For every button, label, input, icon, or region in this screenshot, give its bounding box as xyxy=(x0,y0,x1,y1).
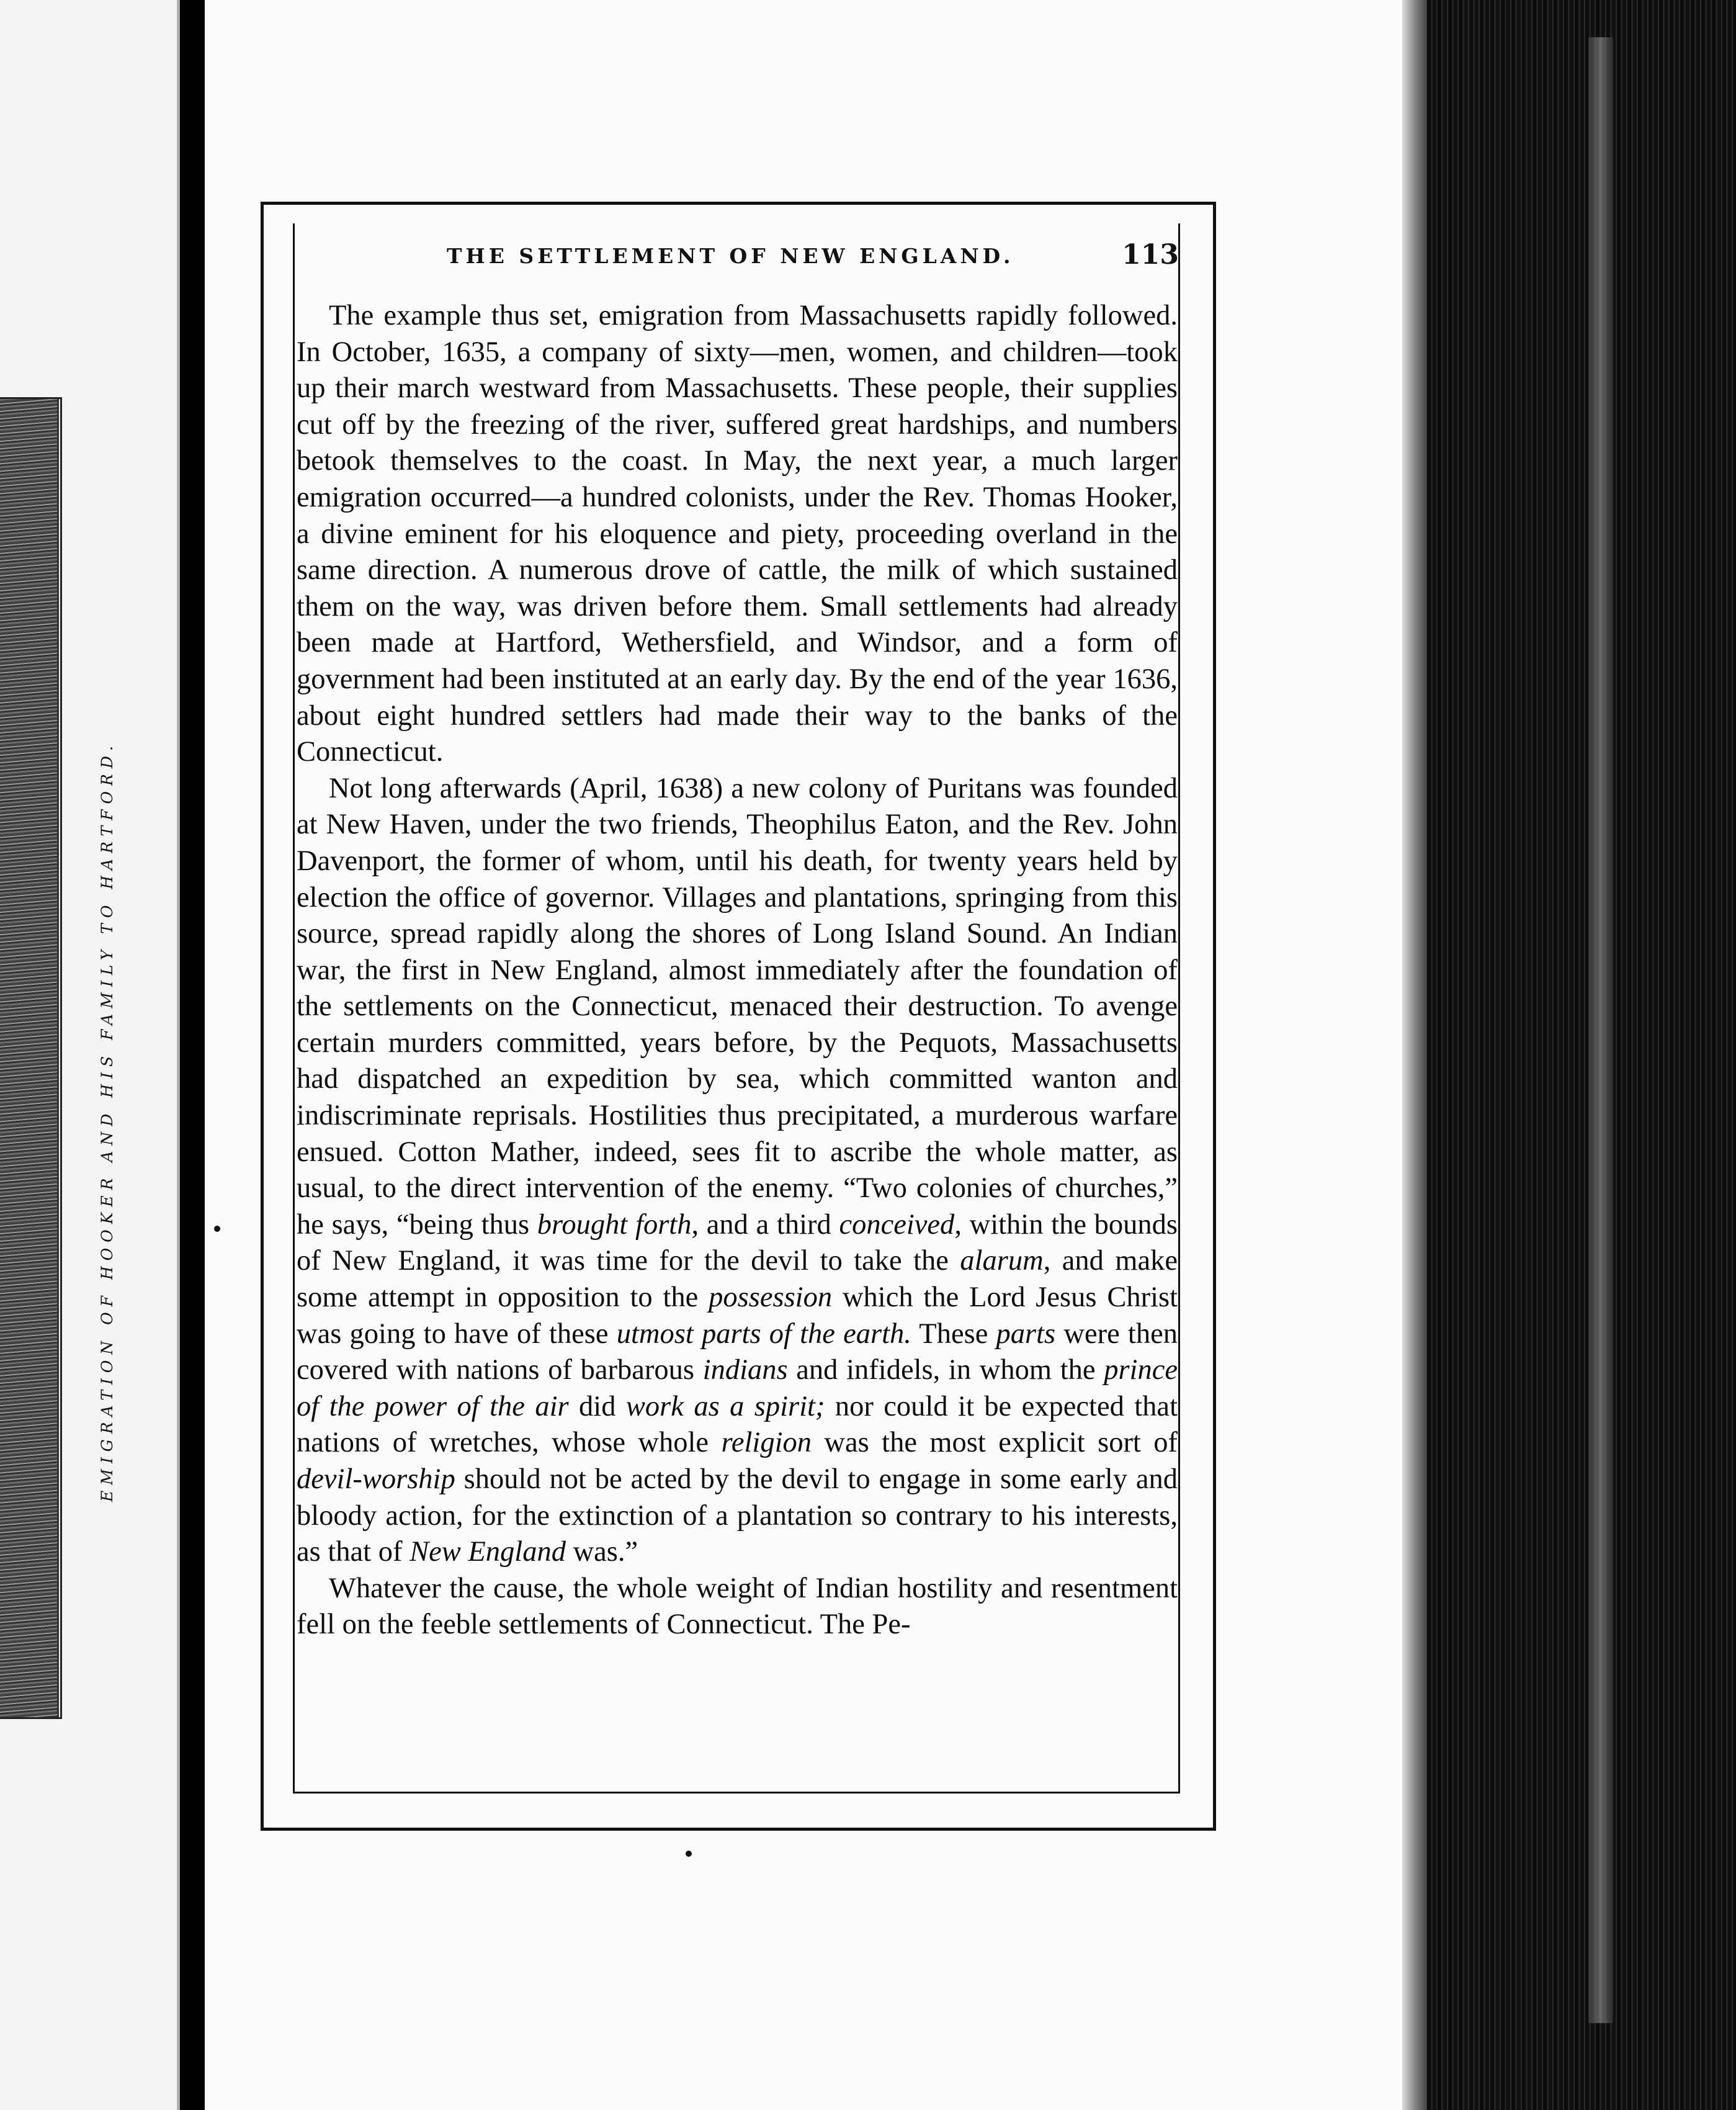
text-run: These xyxy=(911,1318,996,1350)
running-head-title: THE SETTLEMENT OF NEW ENGLAND. xyxy=(447,244,1014,268)
italic-text-run: conceived xyxy=(839,1208,955,1241)
text-run: , and make some attempt in opposition to the xyxy=(297,1245,1178,1314)
plate-caption: EMIGRATION OF HOOKER AND HIS FAMILY TO HARTFORD. xyxy=(98,740,116,1502)
body-text xyxy=(297,298,1178,1800)
text-run: which the Lord Jesus Christ was going to have of these xyxy=(297,1282,1178,1350)
engraving-frame xyxy=(0,397,62,1719)
italic-text-run: religion xyxy=(721,1427,812,1459)
text-run: Whatever the cause, the whole weight of Indian hostility and resentment fell on the feeble settlements of Connecticut. The Pe- xyxy=(297,1572,1178,1641)
text-run: was the most explicit sort of xyxy=(812,1427,1178,1459)
text-run: was.” xyxy=(565,1536,638,1568)
text-run: , and a third xyxy=(691,1208,839,1241)
text-run: did xyxy=(568,1390,626,1422)
italic-text-run: possession xyxy=(709,1282,833,1314)
text-run: , within the bounds of New England, it was time for the devil to take the xyxy=(297,1208,1178,1277)
paragraph xyxy=(297,771,1178,1571)
book-page-stack xyxy=(1427,0,1736,2110)
scan-speck xyxy=(214,1226,220,1232)
paragraph xyxy=(297,298,1178,771)
italic-text-run: devil-worship xyxy=(297,1463,455,1495)
text-run: and infidels, in whom the xyxy=(787,1354,1104,1386)
italic-text-run: work as a spirit; xyxy=(625,1390,825,1422)
italic-text-run: brought forth xyxy=(537,1208,692,1241)
text-run: were then covered with nations of barbarous xyxy=(297,1318,1178,1386)
page-number: 113 xyxy=(1122,239,1179,271)
paragraph xyxy=(297,1571,1178,1643)
italic-text-run: utmost parts of the earth. xyxy=(616,1318,911,1350)
text-run: should not be acted by the devil to engage in some early and bloody action, for the extinction of a plantation so contrary to his interests, as that of xyxy=(297,1463,1178,1568)
scan-speck xyxy=(686,1851,692,1857)
italic-text-run: alarum xyxy=(960,1245,1044,1277)
book-page-stack-highlight xyxy=(1588,37,1613,2023)
italic-text-run: New England xyxy=(409,1536,566,1568)
italic-text-run: parts xyxy=(996,1318,1056,1350)
italic-text-run: prince of the power of the air xyxy=(297,1354,1178,1422)
text-run: nor could it be expected that nations of wretches, whose whole xyxy=(297,1390,1178,1459)
text-run: The example thus set, emigration from Massachusetts rapidly followed. In October, 1635, a company of sixty—men, women, and children—took up their march westward from Massachusetts. These people, their supplies cut off by the freezing of the river, suffered great hardships, and numbers betook themselves to the coast. In May, the next year, a much larger emigration occurred—a hundred colonists, under the Rev. Thomas Hooker, a divine eminent for his eloquence and piety, proceeding overland in the same direction. A numerous drove of cattle, the milk of which sustained them on the way, was driven before them. Small settlements had already been made at Hartford, Wethersfield, and Windsor, and a form of government had been instituted at an early day. By the end of the year 1636, about eight hundred settlers had made their way to the banks of the Connecticut. xyxy=(297,300,1178,768)
text-run: Not long afterwards (April, 1638) a new colony of Puritans was founded at New Haven, under the two friends, Theophilus Eaton, and the Rev. John Davenport, the former of whom, until his death, for twenty years held by election the office of governor. Villages and plantations, springing from this source, spread rapidly along the shores of Long Island Sound. An Indian war, the first in New England, almost immediately after the foundation of the settlements on the Connecticut, menaced their destruction. To avenge certain murders committed, years before, by the Pequots, Massachusetts had dispatched an expedition by sea, which committed wanton and indiscriminate reprisals. Hostilities thus precipitated, a murderous warfare ensued. Cotton Mather, indeed, sees fit to ascribe the whole matter, as usual, to the direct intervention of the enemy. “Two colonies of churches,” he says, “being thus xyxy=(297,772,1178,1241)
italic-text-run: indians xyxy=(702,1354,788,1386)
